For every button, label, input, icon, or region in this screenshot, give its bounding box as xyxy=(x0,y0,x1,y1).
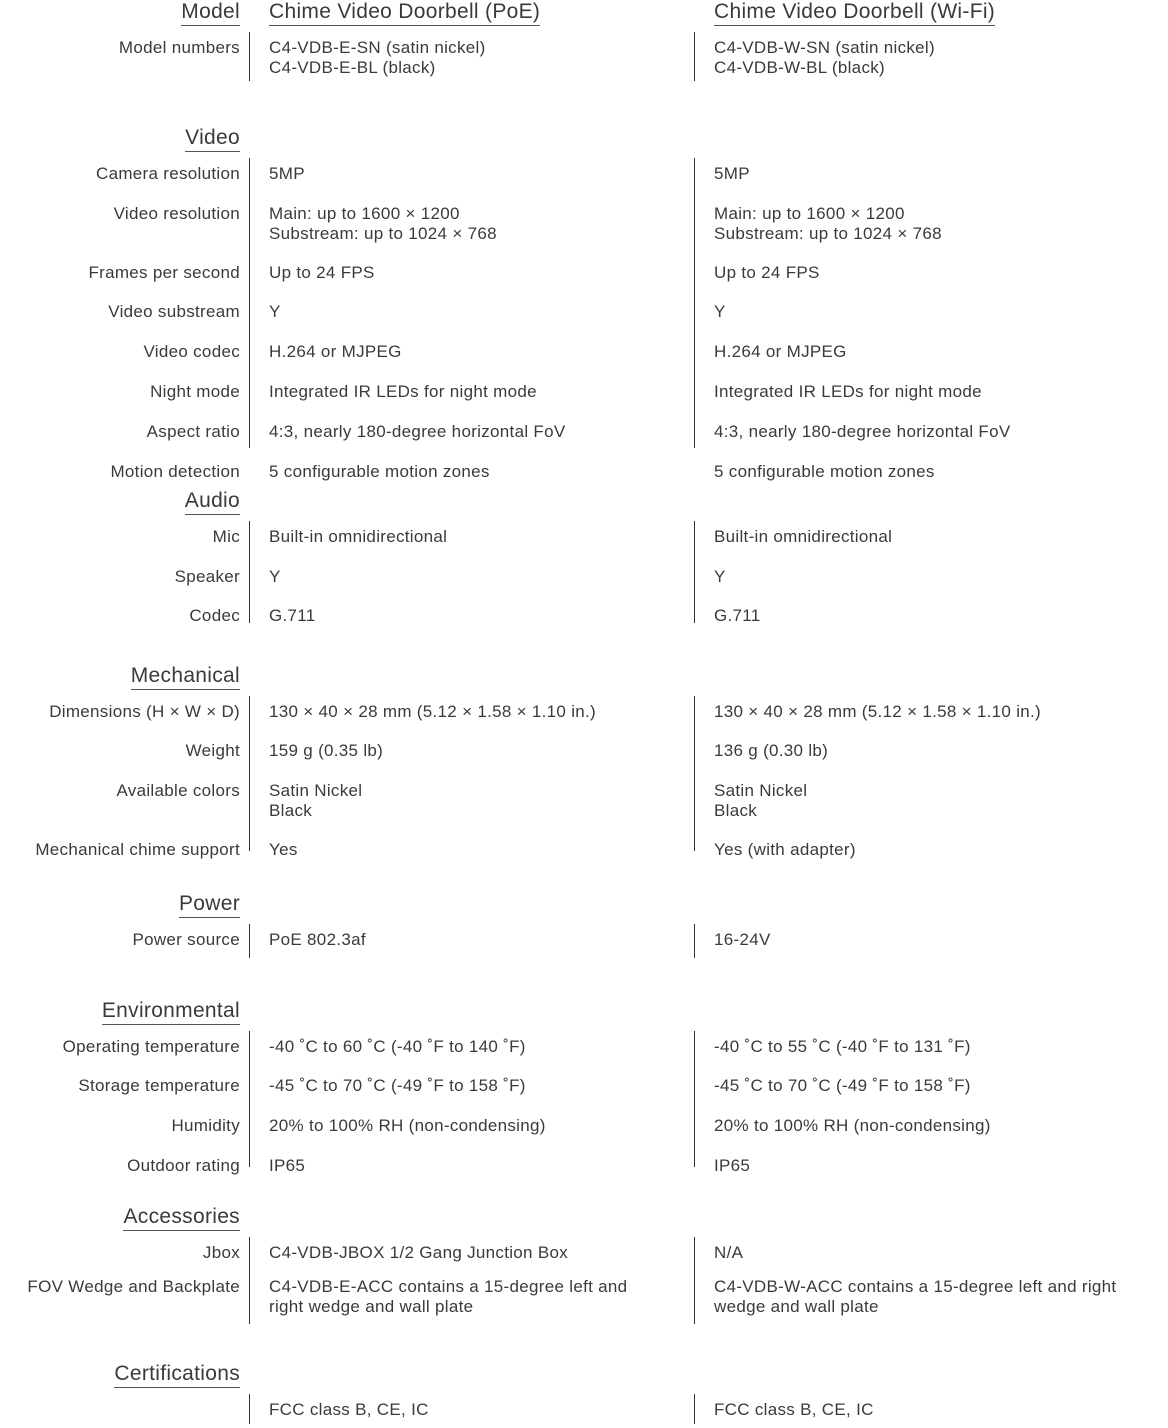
spec-value-wifi: -45 ˚C to 70 ˚C (-49 ˚F to 158 ˚F) xyxy=(714,1076,971,1095)
spec-row xyxy=(0,1237,1168,1271)
spec-value-poe: 5MP xyxy=(269,164,305,183)
spec-value-poe: FCC class B, CE, IC xyxy=(269,1400,429,1419)
spec-value-poe: 5 configurable motion zones xyxy=(269,462,490,481)
section-mechanical xyxy=(0,664,1168,859)
section-rows xyxy=(0,696,1168,859)
section-header xyxy=(0,126,1168,158)
spec-label: Night mode xyxy=(150,382,240,401)
spec-value-poe: H.264 or MJPEG xyxy=(269,342,402,361)
section-title: Accessories xyxy=(123,1205,240,1231)
spec-value-poe: Main: up to 1600 × 1200 Substream: up to 1024 × 768 xyxy=(269,204,497,243)
section-rows xyxy=(0,924,1168,958)
spec-label: Humidity xyxy=(171,1116,240,1135)
spec-value-poe: G.711 xyxy=(269,606,316,625)
spec-value-wifi: Y xyxy=(714,302,726,321)
spec-row xyxy=(0,336,1168,376)
section-title: Audio xyxy=(185,489,240,515)
spec-value-wifi: Y xyxy=(714,567,726,586)
spec-row xyxy=(0,834,1168,875)
spec-value-wifi: H.264 or MJPEG xyxy=(714,342,847,361)
section-title: Model xyxy=(181,0,240,26)
spec-value-poe: C4-VDB-E-SN (satin nickel) C4-VDB-E-BL (black) xyxy=(269,38,486,77)
spec-value-wifi: 5 configurable motion zones xyxy=(714,462,935,481)
section-header xyxy=(0,892,1168,924)
spec-row xyxy=(0,32,1168,81)
spec-value-wifi: 136 g (0.30 lb) xyxy=(714,741,829,760)
spec-value-poe: 159 g (0.35 lb) xyxy=(269,741,384,760)
spec-value-poe: Integrated IR LEDs for night mode xyxy=(269,382,537,401)
spec-value-poe: Satin Nickel Black xyxy=(269,781,363,820)
spec-value-poe: 4:3, nearly 180-degree horizontal FoV xyxy=(269,422,566,441)
spec-label: Available colors xyxy=(116,781,240,800)
section-certifications xyxy=(0,1362,1168,1424)
section-header xyxy=(0,1205,1168,1237)
spec-row xyxy=(0,521,1168,561)
column-title-poe: Chime Video Doorbell (PoE) xyxy=(269,0,540,26)
spec-label: Camera resolution xyxy=(96,164,240,183)
spec-row xyxy=(0,1110,1168,1150)
spec-label: Codec xyxy=(189,606,240,625)
spec-value-wifi: 5MP xyxy=(714,164,750,183)
spec-row xyxy=(0,1150,1168,1191)
spec-value-wifi: Main: up to 1600 × 1200 Substream: up to 1024 × 768 xyxy=(714,204,942,243)
spec-value-wifi: 20% to 100% RH (non-condensing) xyxy=(714,1116,991,1135)
spec-value-poe: C4-VDB-JBOX 1/2 Gang Junction Box xyxy=(269,1243,569,1262)
spec-row xyxy=(0,1394,1168,1428)
section-video xyxy=(0,126,1168,481)
spec-row xyxy=(0,696,1168,735)
spec-row xyxy=(0,600,1168,641)
spec-row xyxy=(0,735,1168,775)
spec-label: Video resolution xyxy=(113,204,240,223)
section-audio xyxy=(0,489,1168,623)
spec-row xyxy=(0,158,1168,198)
section-rows xyxy=(0,32,1168,81)
spec-value-wifi: 130 × 40 × 28 mm (5.12 × 1.58 × 1.10 in.) xyxy=(714,702,1042,721)
spec-value-wifi: 4:3, nearly 180-degree horizontal FoV xyxy=(714,422,1011,441)
spec-value-wifi: Built-in omnidirectional xyxy=(714,527,893,546)
section-header xyxy=(0,1362,1168,1394)
spec-value-poe: 130 × 40 × 28 mm (5.12 × 1.58 × 1.10 in.) xyxy=(269,702,597,721)
spec-label: Dimensions (H × W × D) xyxy=(49,702,240,721)
spec-value-wifi: C4-VDB-W-ACC contains a 15-degree left and right wedge and wall plate xyxy=(714,1277,1117,1316)
spec-value-wifi: N/A xyxy=(714,1243,744,1262)
spec-label: Motion detection xyxy=(110,462,240,481)
section-accessories xyxy=(0,1205,1168,1324)
spec-value-poe: Y xyxy=(269,302,281,321)
spec-row xyxy=(0,1070,1168,1110)
section-header xyxy=(0,999,1168,1031)
section-rows xyxy=(0,158,1168,481)
spec-row xyxy=(0,1031,1168,1070)
spec-label: Frames per second xyxy=(88,263,240,282)
spec-row xyxy=(0,376,1168,416)
section-title: Video xyxy=(185,126,240,152)
spec-label: FOV Wedge and Backplate xyxy=(27,1277,240,1296)
spec-value-wifi: Up to 24 FPS xyxy=(714,263,820,282)
spec-label: Mechanical chime support xyxy=(35,840,240,859)
spec-row xyxy=(0,561,1168,600)
spec-value-poe: Built-in omnidirectional xyxy=(269,527,448,546)
section-rows xyxy=(0,1237,1168,1324)
spec-value-poe: C4-VDB-E-ACC contains a 15-degree left and right wedge and wall plate xyxy=(269,1277,628,1316)
spec-label: Outdoor rating xyxy=(127,1156,240,1175)
spec-value-wifi: IP65 xyxy=(714,1156,751,1175)
section-rows xyxy=(0,1031,1168,1175)
spec-row xyxy=(0,416,1168,456)
column-title-wifi: Chime Video Doorbell (Wi-Fi) xyxy=(714,0,995,26)
spec-value-wifi: Integrated IR LEDs for night mode xyxy=(714,382,982,401)
section-title: Power xyxy=(179,892,240,918)
section-rows xyxy=(0,1394,1168,1424)
section-header xyxy=(0,0,1168,32)
spec-row xyxy=(0,257,1168,296)
section-header xyxy=(0,489,1168,521)
spec-value-poe: Yes xyxy=(269,840,298,859)
spec-value-wifi: Yes (with adapter) xyxy=(714,840,856,859)
spec-value-wifi: 16-24V xyxy=(714,930,771,949)
spec-row xyxy=(0,198,1168,257)
section-title: Environmental xyxy=(102,999,240,1025)
spec-label: Video substream xyxy=(108,302,240,321)
section-header xyxy=(0,664,1168,696)
spec-value-poe: Up to 24 FPS xyxy=(269,263,375,282)
spec-label: Model numbers xyxy=(118,38,240,57)
section-environmental xyxy=(0,999,1168,1175)
section-title: Certifications xyxy=(114,1362,240,1388)
spec-label: Operating temperature xyxy=(62,1037,240,1056)
spec-value-wifi: G.711 xyxy=(714,606,761,625)
spec-value-poe: PoE 802.3af xyxy=(269,930,366,949)
spec-row xyxy=(0,296,1168,336)
spec-row xyxy=(0,775,1168,834)
spec-label: Aspect ratio xyxy=(146,422,240,441)
spec-label: Video codec xyxy=(143,342,240,361)
spec-label: Jbox xyxy=(202,1243,240,1262)
section-rows xyxy=(0,521,1168,623)
spec-value-wifi: C4-VDB-W-SN (satin nickel) C4-VDB-W-BL (black) xyxy=(714,38,935,77)
spec-value-wifi: FCC class B, CE, IC xyxy=(714,1400,874,1419)
spec-value-poe: 20% to 100% RH (non-condensing) xyxy=(269,1116,546,1135)
spec-label: Storage temperature xyxy=(78,1076,240,1095)
section-model xyxy=(0,0,1168,81)
section-title: Mechanical xyxy=(131,664,240,690)
spec-label: Power source xyxy=(132,930,240,949)
section-power xyxy=(0,892,1168,958)
spec-value-poe: -40 ˚C to 60 ˚C (-40 ˚F to 140 ˚F) xyxy=(269,1037,526,1056)
spec-row xyxy=(0,1271,1168,1330)
spec-value-poe: IP65 xyxy=(269,1156,306,1175)
spec-label: Weight xyxy=(185,741,240,760)
spec-value-wifi: -40 ˚C to 55 ˚C (-40 ˚F to 131 ˚F) xyxy=(714,1037,971,1056)
spec-label: Mic xyxy=(212,527,240,546)
spec-value-wifi: Satin Nickel Black xyxy=(714,781,808,820)
spec-row xyxy=(0,924,1168,958)
spec-label: Speaker xyxy=(174,567,240,586)
spec-value-poe: Y xyxy=(269,567,281,586)
spec-value-poe: -45 ˚C to 70 ˚C (-49 ˚F to 158 ˚F) xyxy=(269,1076,526,1095)
